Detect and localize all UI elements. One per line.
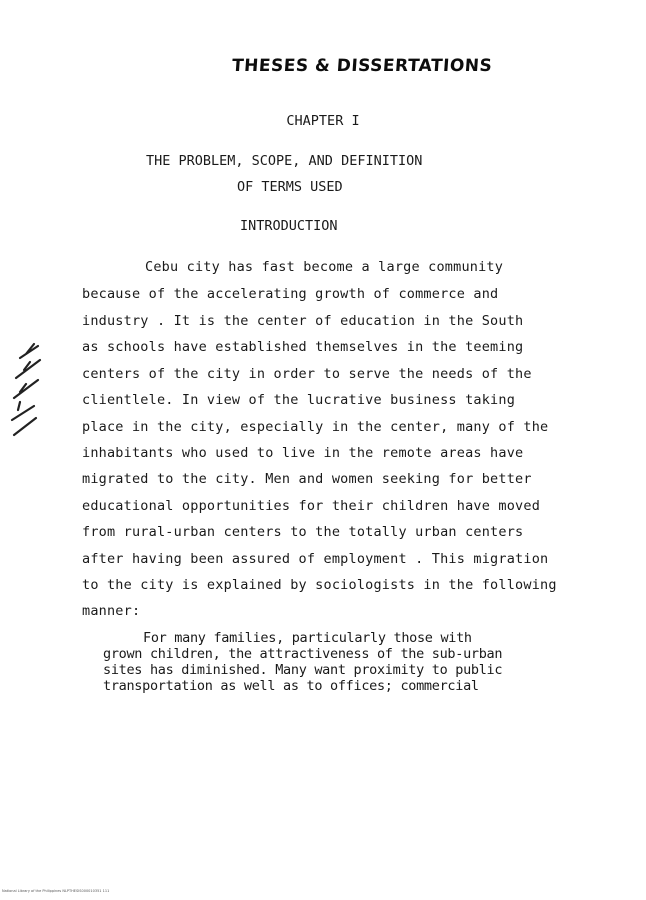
section-heading: INTRODUCTION: [240, 218, 338, 234]
body-line: to the city is explained by sociologists in the following: [82, 577, 557, 593]
body-line: centers of the city in order to serve the needs of the: [82, 366, 532, 382]
body-line: migrated to the city. Men and women seeking for better: [82, 471, 532, 487]
quote-line: For many families, particularly those with: [143, 630, 472, 646]
body-line: place in the city, especially in the center, many of the: [82, 419, 549, 435]
quote-line: grown children, the attractiveness of the sub-urban: [103, 646, 503, 662]
chapter-title-line-2: OF TERMS USED: [237, 179, 343, 195]
chapter-title-line-1: THE PROBLEM, SCOPE, AND DEFINITION: [146, 153, 423, 169]
body-line: clientlele. In view of the lucrative business taking: [82, 392, 516, 408]
body-line: industry . It is the center of education in the South: [82, 313, 524, 329]
handwritten-annotation: [6, 340, 46, 440]
library-footer: National Library of the Philippines NLPTHESIS000010351 111: [2, 889, 110, 893]
body-line: after having been assured of employment . This migration: [82, 551, 549, 567]
body-line: inhabitants who used to live in the remote areas have: [82, 445, 524, 461]
body-line: educational opportunities for their children have moved: [82, 498, 541, 514]
body-line: Cebu city has fast become a large community: [145, 259, 504, 275]
body-line: manner:: [82, 603, 141, 619]
body-line: as schools have established themselves in the teeming: [82, 339, 524, 355]
body-line: from rural-urban centers to the totally urban centers: [82, 524, 524, 540]
chapter-heading: CHAPTER I: [286, 113, 360, 129]
quote-line: transportation as well as to offices; commercial: [103, 678, 479, 694]
theses-stamp: THESES & DISSERTATIONS: [231, 56, 493, 76]
quote-line: sites has diminished. Many want proximity to public: [103, 662, 503, 678]
body-line: because of the accelerating growth of commerce and: [82, 286, 499, 302]
